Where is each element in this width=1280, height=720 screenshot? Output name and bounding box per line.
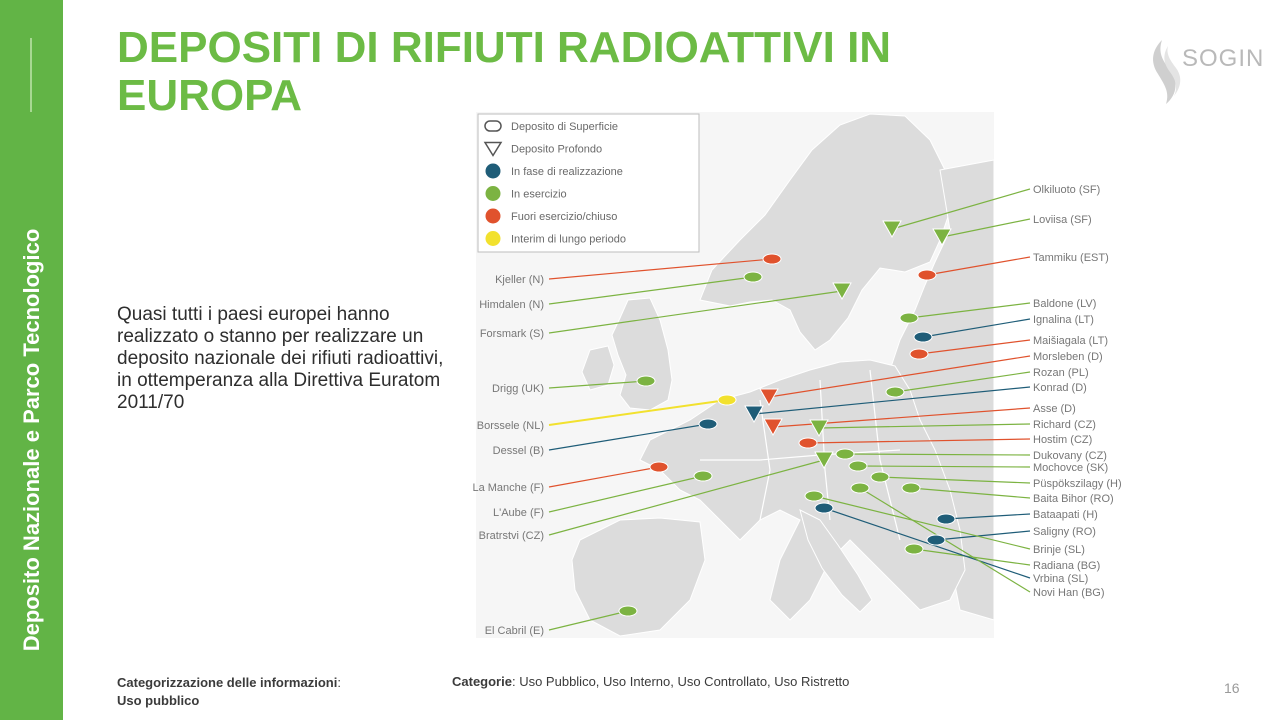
site-label-pu-spo-kszilagy-h: Püspökszilagy (H) — [1033, 478, 1122, 490]
legend-label-in-esercizio: In esercizio — [511, 188, 567, 201]
map-legend — [478, 114, 699, 252]
site-label-loviisa-sf: Loviisa (SF) — [1033, 214, 1092, 226]
marker-borssele-nl — [718, 395, 736, 405]
site-label-brinje-sl: Brinje (SL) — [1033, 544, 1085, 556]
site-label-baldone-lv: Baldone (LV) — [1033, 298, 1097, 310]
site-label-mochovce-sk: Mochovce (SK) — [1033, 462, 1109, 474]
marker-pu-spo-kszilagy-h — [871, 472, 889, 482]
footer-categories: Categorie: Uso Pubblico, Uso Interno, Uso Controllato, Uso Ristretto — [452, 674, 850, 689]
site-label-borssele-nl: Borssele (NL) — [476, 420, 544, 432]
marker-ignalina-lt — [914, 332, 932, 342]
marker-baldone-lv — [900, 313, 918, 323]
site-label-morsleben-d: Morsleben (D) — [1033, 351, 1103, 363]
marker-baita-bihor-ro — [902, 483, 920, 493]
legend-label-in-fase-di-realizzazione: In fase di realizzazione — [511, 166, 623, 178]
legend-in-fase-di-realizzazione-dot — [486, 164, 501, 179]
site-label-rozan-pl: Rozan (PL) — [1033, 367, 1089, 379]
marker-himdalen-n — [744, 272, 762, 282]
marker-drigg-uk — [637, 376, 655, 386]
marker-mochovce-sk — [849, 461, 867, 471]
site-label-tammiku-est: Tammiku (EST) — [1033, 252, 1109, 264]
marker-radiana-bg — [905, 544, 923, 554]
site-label-novi-han-bg: Novi Han (BG) — [1033, 587, 1105, 599]
site-label-richard-cz: Richard (CZ) — [1033, 419, 1096, 431]
site-label-vrbina-sl: Vrbina (SL) — [1033, 573, 1089, 585]
marker-rozan-pl — [886, 387, 904, 397]
marker-saligny-ro — [927, 535, 945, 545]
slide-title: DEPOSITI DI RIFIUTI RADIOATTIVI IN EUROPA — [117, 23, 892, 120]
site-label-dessel-b: Dessel (B) — [492, 445, 544, 457]
legend-interim-di-lungo-periodo-dot — [486, 231, 501, 246]
site-label-la-manche-f: La Manche (F) — [472, 482, 544, 494]
marker-hostim-cz — [799, 438, 817, 448]
classification-label: Categorizzazione delle informazioni — [117, 675, 338, 690]
legend-label-fuori-esercizio-chiuso: Fuori esercizio/chiuso — [511, 211, 618, 223]
site-label-forsmark-s: Forsmark (S) — [479, 328, 544, 340]
legend-box — [478, 114, 699, 252]
site-label-mais-iagala-lt: Maišiagala (LT) — [1033, 335, 1108, 347]
site-label-asse-d: Asse (D) — [1033, 403, 1076, 415]
site-label-saligny-ro: Saligny (RO) — [1033, 526, 1096, 538]
marker-brinje-sl — [805, 491, 823, 501]
site-label-himdalen-n: Himdalen (N) — [479, 299, 544, 311]
legend-in-esercizio-dot — [486, 186, 501, 201]
site-label-bataapati-h: Bataapati (H) — [1033, 509, 1098, 521]
site-label-drigg-uk: Drigg (UK) — [492, 383, 544, 395]
marker-vrbina-sl — [815, 503, 833, 513]
slide-body-text: Quasi tutti i paesi europei hanno realizzato o stanno per realizzare un deposito nazionale dei rifiuti radioattivi, in ottemperanza alla Direttiva Euratom 2011/70 — [117, 304, 444, 413]
legend-fuori-esercizio-chiuso-dot — [486, 209, 501, 224]
site-label-kjeller-n: Kjeller (N) — [495, 274, 544, 286]
footer-classification: Categorizzazione delle informazioni: Uso pubblico — [117, 675, 341, 708]
categories-value: Uso Pubblico, Uso Interno, Uso Controllato, Uso Ristretto — [519, 674, 850, 689]
legend-label-deposito-profondo: Deposito Profondo — [511, 143, 603, 156]
marker-mais-iagala-lt — [910, 349, 928, 359]
site-label-el-cabril-e: El Cabril (E) — [484, 625, 544, 637]
site-label-olkiluoto-sf: Olkiluoto (SF) — [1033, 184, 1101, 196]
categories-label: Categorie — [452, 674, 512, 689]
marker-dessel-b — [699, 419, 717, 429]
marker-dukovany-cz — [836, 449, 854, 459]
legend-label-deposito-di-superficie: Deposito di Superficie — [511, 121, 619, 133]
site-label-hostim-cz: Hostim (CZ) — [1033, 434, 1093, 446]
page-number: 16 — [1224, 680, 1240, 696]
legend-label-interim-di-lungo-periodo: Interim di lungo periodo — [511, 233, 626, 246]
site-label-l-aube-f: L'Aube (F) — [492, 507, 544, 519]
marker-l-aube-f — [694, 471, 712, 481]
site-label-ignalina-lt: Ignalina (LT) — [1033, 314, 1094, 326]
marker-kjeller-n — [763, 254, 781, 264]
site-label-radiana-bg: Radiana (BG) — [1033, 560, 1101, 572]
marker-el-cabril-e — [619, 606, 637, 616]
site-label-baita-bihor-ro: Baita Bihor (RO) — [1033, 493, 1114, 505]
sidebar-title: Deposito Nazionale e Parco Tecnologico — [19, 228, 44, 652]
marker-bataapati-h — [937, 514, 955, 524]
classification-value: Uso pubblico — [117, 693, 200, 708]
site-label-dukovany-cz: Dukovany (CZ) — [1033, 450, 1107, 462]
logo-text: SOGIN — [1182, 45, 1265, 72]
site-labels-right — [1033, 184, 1122, 599]
site-label-konrad-d: Konrad (D) — [1033, 382, 1087, 394]
site-label-bratrstvi-cz: Bratrstvi (CZ) — [478, 530, 544, 542]
marker-novi-han-bg — [851, 483, 869, 493]
marker-la-manche-f — [650, 462, 668, 472]
marker-tammiku-est — [918, 270, 936, 280]
